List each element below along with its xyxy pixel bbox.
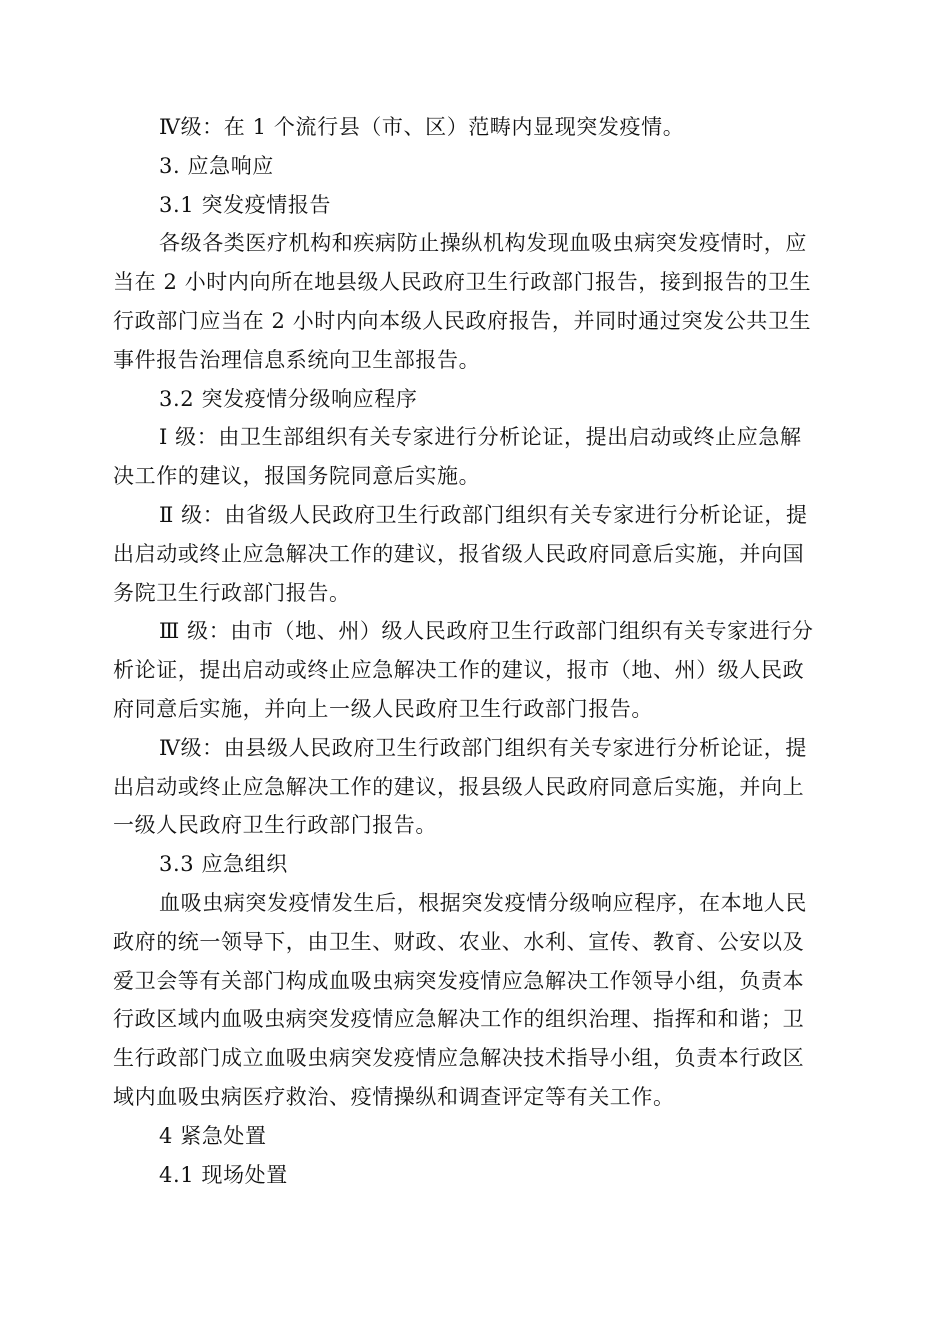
paragraph-line: 政府的统一领导下，由卫生、财政、农业、水利、宣传、教育、公安以及 xyxy=(113,929,805,954)
paragraph-line: 爱卫会等有关部门构成血吸虫病突发疫情应急解决工作领导小组，负责本 xyxy=(113,968,805,993)
section-3-1-heading: 3.1 突发疫情报告 xyxy=(159,192,332,217)
paragraph-line: 行政部门应当在 2 小时内向本级人民政府报告，并同时通过突发公共卫生 xyxy=(113,308,812,333)
paragraph-line: Ⅱ 级：由省级人民政府卫生行政部门组织有关专家进行分析论证，提 xyxy=(159,502,808,527)
paragraph-line: 各级各类医疗机构和疾病防止操纵机构发现血吸虫病突发疫情时，应 xyxy=(159,231,807,256)
paragraph-line: 析论证，提出启动或终止应急解决工作的建议，报市（地、州）级人民政 xyxy=(113,658,805,683)
paragraph-line: 决工作的建议，报国务院同意后实施。 xyxy=(113,464,481,489)
paragraph-line: 域内血吸虫病医疗救治、疫情操纵和调查评定等有关工作。 xyxy=(113,1084,675,1109)
level-4-scope-line: Ⅳ级：在 1 个流行县（市、区）范畴内显现突发疫情。 xyxy=(159,115,685,139)
paragraph-line: 一级人民政府卫生行政部门报告。 xyxy=(113,813,437,838)
paragraph-line: 当在 2 小时内向所在地县级人民政府卫生行政部门报告，接到报告的卫生 xyxy=(113,270,812,295)
paragraph-line: 务院卫生行政部门报告。 xyxy=(113,580,351,605)
paragraph-line: 出启动或终止应急解决工作的建议，报县级人民政府同意后实施，并向上 xyxy=(113,774,805,799)
paragraph-line: 行政区域内血吸虫病突发疫情应急解决工作的组织治理、指挥和和谐；卫 xyxy=(113,1007,805,1032)
section-4-1-heading: 4.1 现场处置 xyxy=(159,1162,288,1187)
document-body xyxy=(113,108,833,1194)
paragraph-line: Ⅲ 级：由市（地、州）级人民政府卫生行政部门组织有关专家进行分 xyxy=(159,619,814,644)
paragraph-line: 生行政部门成立血吸虫病突发疫情应急解决技术指导小组，负责本行政区 xyxy=(113,1046,805,1071)
section-4-heading: 4 紧急处置 xyxy=(159,1123,267,1148)
paragraph-line: 出启动或终止应急解决工作的建议，报省级人民政府同意后实施，并向国 xyxy=(113,541,805,566)
paragraph-line: 事件报告治理信息系统向卫生部报告。 xyxy=(113,347,481,372)
section-3-3-heading: 3.3 应急组织 xyxy=(159,852,288,877)
section-3-heading: 3. 应急响应 xyxy=(159,153,274,178)
section-3-2-heading: 3.2 突发疫情分级响应程序 xyxy=(159,386,418,411)
paragraph-line: Ⅳ级：由县级人民政府卫生行政部门组织有关专家进行分析论证，提 xyxy=(159,735,807,760)
paragraph-line: 府同意后实施，并向上一级人民政府卫生行政部门报告。 xyxy=(113,696,653,721)
paragraph-line: 血吸虫病突发疫情发生后，根据突发疫情分级响应程序，在本地人民 xyxy=(159,890,807,915)
paragraph-line: Ⅰ 级：由卫生部组织有关专家进行分析论证，提出启动或终止应急解 xyxy=(159,425,802,450)
